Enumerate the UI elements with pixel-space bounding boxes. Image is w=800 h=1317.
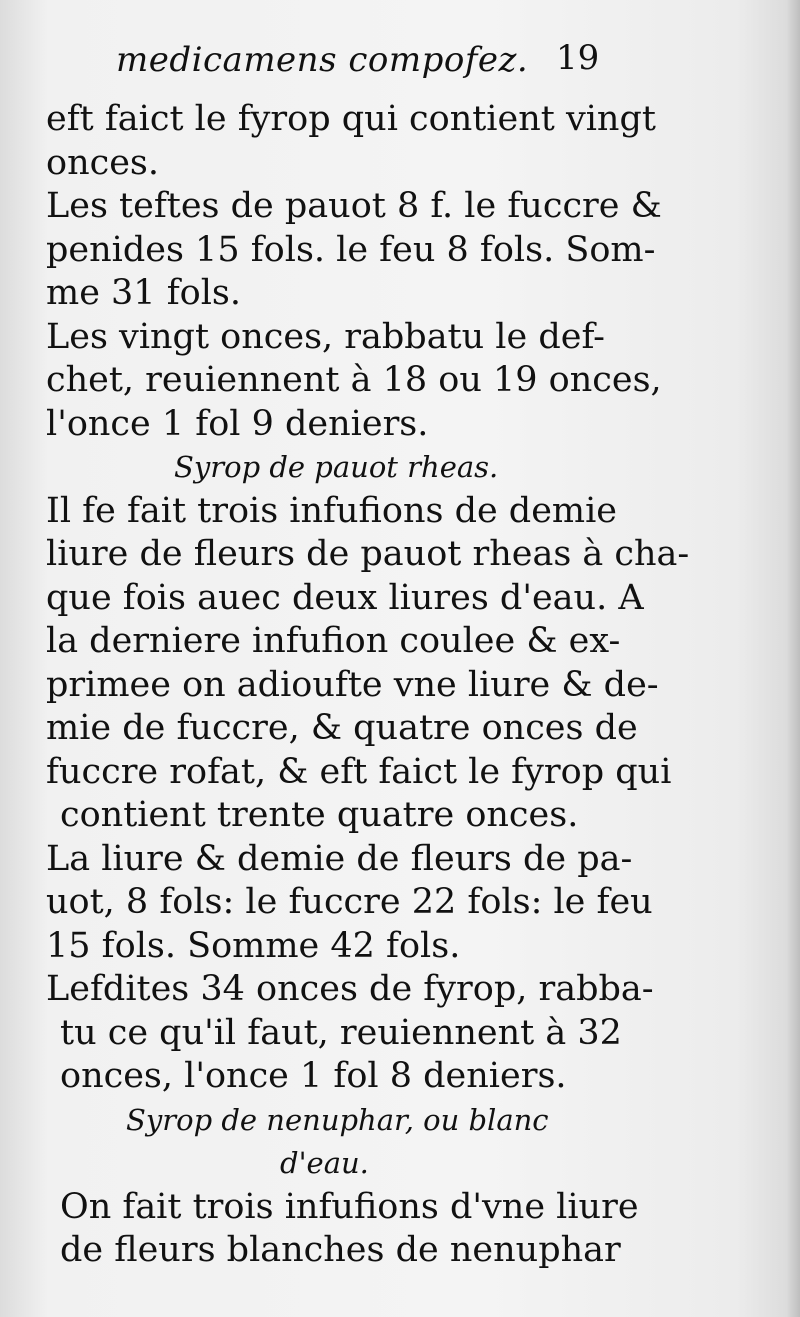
text-line: Les vingt onces, rabbatu le def-	[46, 316, 605, 357]
text-block	[46, 38, 690, 1273]
text-line: eft faict le fyrop qui contient vingt	[46, 99, 656, 139]
text-line: La liure & demie de fleurs de pa-	[46, 838, 633, 879]
running-title: medicamens compofez.	[116, 40, 529, 80]
text-line: Les teftes de pauot 8 f. le fuccre &	[46, 186, 662, 226]
text-line: onces, l'once 1 fol 8 deniers.	[60, 1056, 567, 1096]
text-line: contient trente quatre onces.	[60, 795, 579, 835]
text-line: chet, reuiennent à 18 ou 19 onces,	[46, 360, 662, 400]
text-line: primee on adioufte vne liure & de-	[46, 664, 659, 705]
text-line: onces.	[46, 142, 160, 183]
page-edge-shadow	[786, 0, 800, 1317]
text-line: penides 15 fols. le feu 8 fols. Som-	[46, 229, 656, 270]
section-heading: Syrop de pauot rheas.	[174, 450, 499, 484]
text-line: de fleurs blanches de nenuphar	[60, 1230, 621, 1270]
text-line: mie de fuccre, & quatre onces de	[46, 708, 638, 748]
text-line: fuccre rofat, & eft faict le fyrop qui	[46, 751, 672, 792]
text-line: me 31 fols.	[46, 273, 241, 313]
section-heading-continued: d'eau.	[280, 1146, 369, 1180]
text-line: la derniere infufion coulee & ex-	[46, 621, 621, 661]
text-line: On fait trois infufions d'vne liure	[60, 1186, 639, 1227]
page-number: 19	[556, 38, 600, 78]
text-line: l'once 1 fol 9 deniers.	[46, 403, 429, 444]
text-line: 15 fols. Somme 42 fols.	[46, 925, 461, 966]
text-line: tu ce qu'il faut, reuiennent à 32	[60, 1012, 622, 1053]
section-heading: Syrop de nenuphar, ou blanc	[126, 1102, 549, 1137]
text-line: Il fe fait trois infufions de demie	[46, 490, 618, 531]
running-head	[46, 38, 646, 98]
text-line: Lefdites 34 onces de fyrop, rabba-	[46, 969, 654, 1009]
text-line: uot, 8 fols: le fuccre 22 fols: le feu	[46, 882, 653, 922]
text-line: liure de fleurs de pauot rheas à cha-	[46, 534, 690, 574]
text-line: que fois auec deux liures d'eau. A	[46, 577, 644, 618]
